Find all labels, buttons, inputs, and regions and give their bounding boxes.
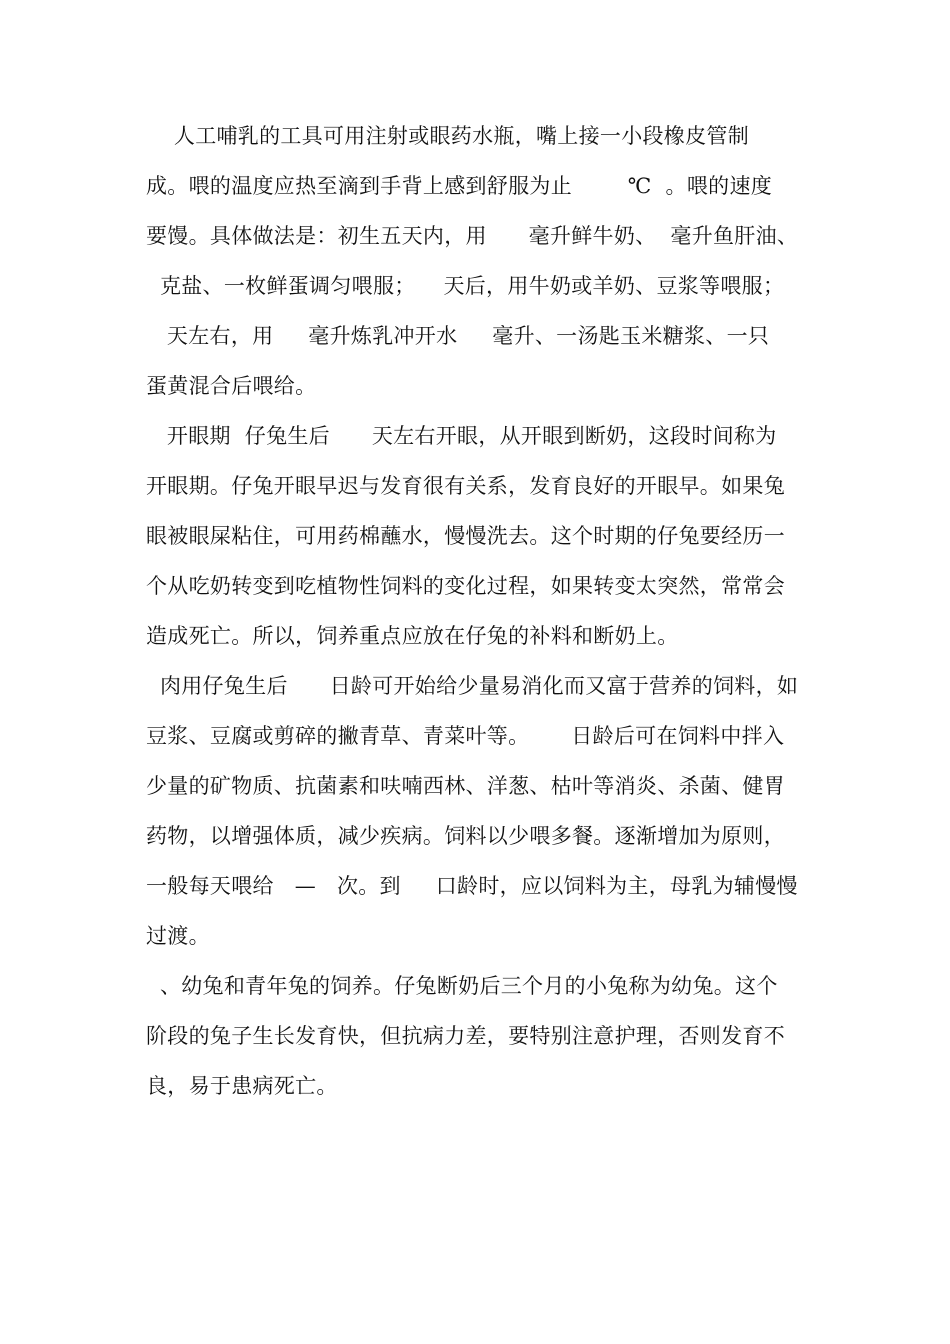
text-line: 造成死亡。所以，饲养重点应放在仔兔的补料和断奶上。	[146, 624, 679, 648]
text-line: 药物，以增强体质，减少疾病。饲料以少喂多餐。逐渐增加为原则，	[146, 824, 785, 848]
text-line: 开眼期 仔兔生后 天左右开眼，从开眼到断奶，这段时间称为	[146, 424, 777, 448]
text-line: 良，易于患病死亡。	[146, 1074, 338, 1098]
text-line: 人工哺乳的工具可用注射或眼药水瓶，嘴上接一小段橡皮管制	[146, 124, 749, 148]
text-line: 阶段的兔子生长发育快，但抗病力差，要特别注意护理，否则发育不	[146, 1024, 785, 1048]
text-line: 、幼兔和青年兔的饲养。仔兔断奶后三个月的小兔称为幼兔。这个	[146, 974, 778, 998]
text-line: 开眼期。仔兔开眼早迟与发育很有关系，发育良好的开眼早。如果兔	[146, 474, 785, 498]
text-line: 少量的矿物质、抗菌素和呋喃西林、洋葱、枯叶等消炎、杀菌、健胃	[146, 774, 785, 798]
text-line: 肉用仔兔生后 日龄可开始给少量易消化而又富于营养的饲料，如	[146, 674, 799, 698]
text-line: 成。喂的温度应热至滴到手背上感到舒服为止 ℃ 。喂的速度	[146, 174, 773, 198]
text-line: 个从吃奶转变到吃植物性饲料的变化过程，如果转变太突然，常常会	[146, 574, 785, 598]
text-line: 一般每天喂给 — 次。到 口龄时，应以饲料为主，母乳为辅慢慢	[146, 874, 798, 898]
text-line: 克盐、一枚鲜蛋调匀喂服； 天后，用牛奶或羊奶、豆浆等喂服；	[146, 274, 785, 298]
text-line: 豆浆、豆腐或剪碎的撇青草、青菜叶等。 日龄后可在饲料中拌入	[146, 724, 785, 748]
text-line: 眼被眼屎粘住，可用药棉蘸水，慢慢洗去。这个时期的仔兔要经历一	[146, 524, 785, 548]
text-line: 过渡。	[146, 924, 210, 948]
text-line: 要馒。具体做法是：初生五天内，用 毫升鲜牛奶、 毫升鱼肝油、	[146, 224, 799, 248]
text-line: 天左右，用 毫升炼乳冲开水 毫升、一汤匙玉米糖浆、一只	[146, 324, 770, 348]
text-line: 蛋黄混合后喂给。	[146, 374, 317, 398]
